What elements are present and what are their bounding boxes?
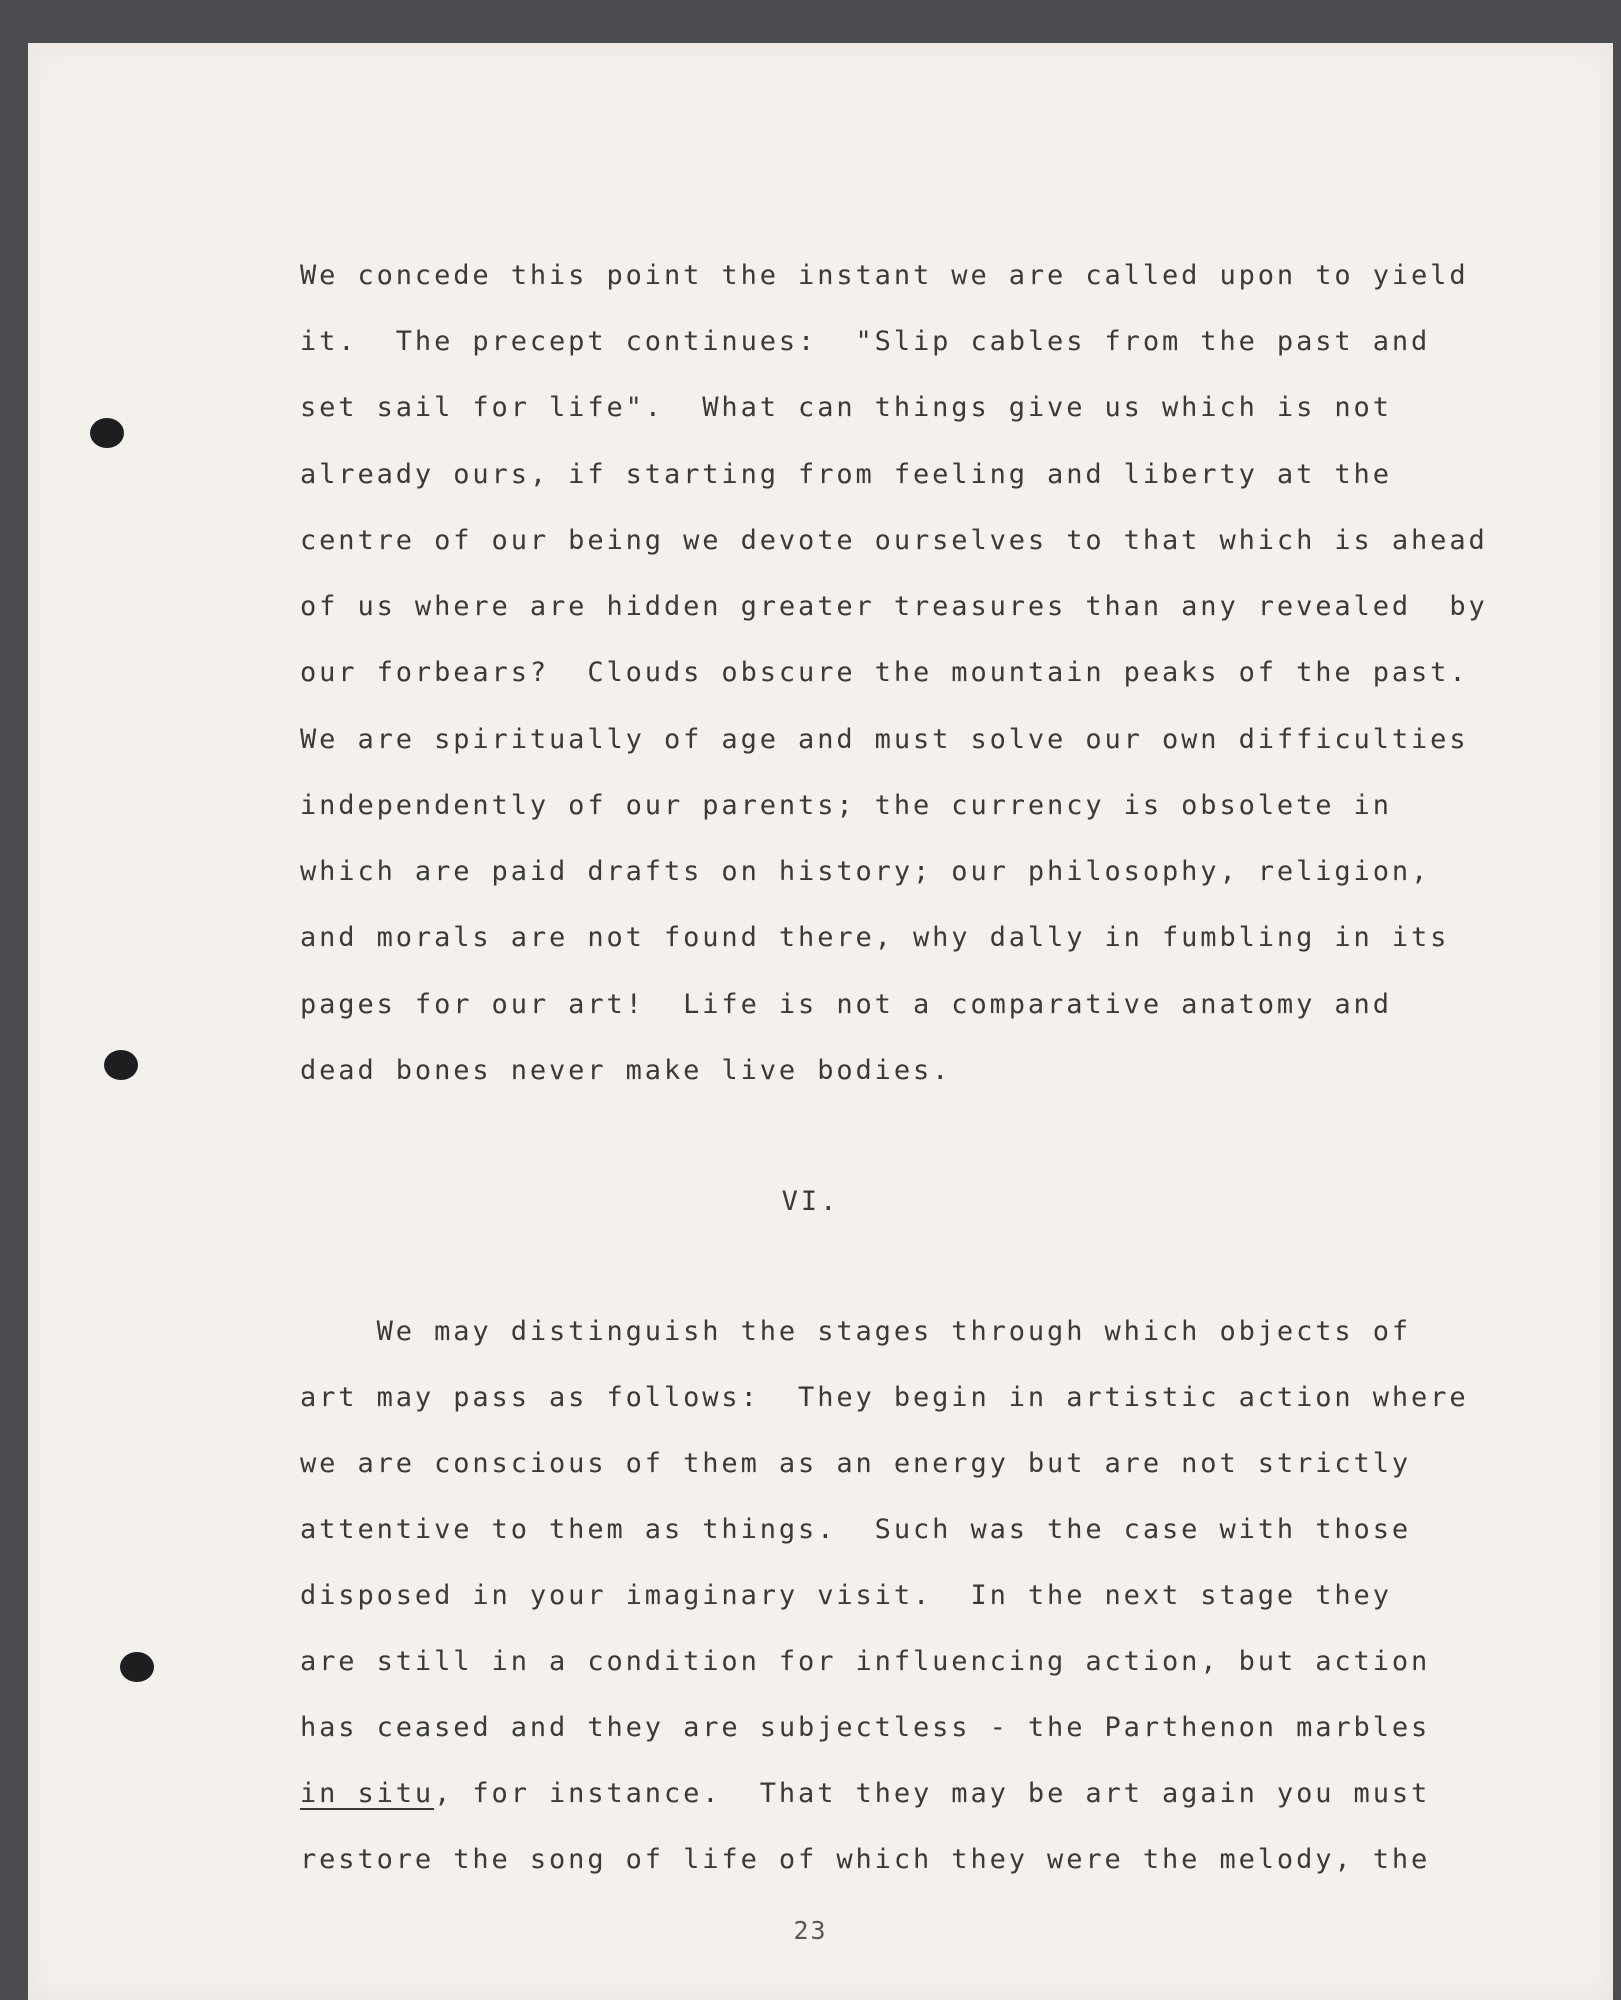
punch-hole-top xyxy=(90,418,124,448)
text-line: which are paid drafts on history; our philosophy, religion, xyxy=(300,856,1431,887)
text-line: our forbears? Clouds obscure the mountain peaks of the past. xyxy=(300,657,1469,688)
text-line: centre of our being we devote ourselves to that which is ahead xyxy=(300,525,1488,556)
text-line: dead bones never make live bodies. xyxy=(300,1055,952,1086)
text-line: set sail for life". What can things give us which is not xyxy=(300,392,1392,423)
text-line: pages for our art! Life is not a comparative anatomy and xyxy=(300,989,1392,1020)
text-line: already ours, if starting from feeling and liberty at the xyxy=(300,459,1392,490)
text-line: of us where are hidden greater treasures than any revealed by xyxy=(300,591,1488,622)
text-line: has ceased and they are subjectless - the Parthenon marbles xyxy=(300,1712,1431,1743)
section-heading: VI. xyxy=(781,1186,840,1217)
text-line: We concede this point the instant we are called upon to yield xyxy=(300,260,1469,291)
text-line: independently of our parents; the currency is obsolete in xyxy=(300,790,1392,821)
text-line: it. The precept continues: "Slip cables from the past and xyxy=(300,326,1431,357)
page-number: 23 xyxy=(793,1916,828,1945)
text-line: we are conscious of them as an energy but are not strictly xyxy=(300,1448,1412,1479)
text-line: disposed in your imaginary visit. In the next stage they xyxy=(300,1580,1392,1611)
text-line: art may pass as follows: They begin in artistic action where xyxy=(300,1382,1469,1413)
text-line: We are spiritually of age and must solve our own difficulties xyxy=(300,724,1469,755)
text-line: are still in a condition for influencing action, but action xyxy=(300,1646,1431,1677)
text-fragment: , for instance. That they may be art again you must xyxy=(434,1778,1431,1809)
text-line: restore the song of life of which they were the melody, the xyxy=(300,1844,1431,1875)
punch-hole-middle xyxy=(104,1050,138,1080)
text-line: and morals are not found there, why dally in fumbling in its xyxy=(300,922,1450,953)
punch-hole-bottom xyxy=(120,1652,154,1682)
text-line: attentive to them as things. Such was the case with those xyxy=(300,1514,1412,1545)
underlined-phrase: in situ xyxy=(300,1778,435,1809)
text-line xyxy=(300,1780,1430,1807)
text-line: We may distinguish the stages through which objects of xyxy=(300,1316,1412,1347)
